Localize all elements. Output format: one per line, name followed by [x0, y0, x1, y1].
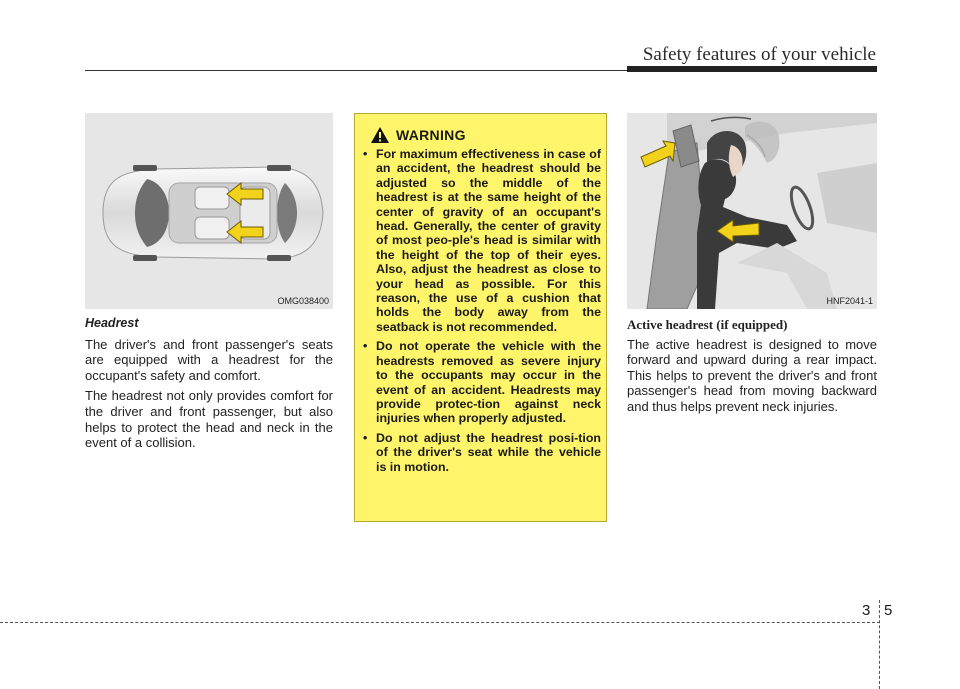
body-paragraph: The active headrest is designed to move forward and upward during a rear impact. This helps to prevent the driver's and front passenger's head from moving backward and thus helps prevent neck injuries. — [627, 336, 877, 414]
footer-dashed-divider — [879, 600, 880, 689]
headrest-arrow-icon — [225, 219, 265, 245]
car-top-view-figure — [85, 113, 333, 309]
headrest-section — [85, 316, 333, 456]
active-headrest-section — [627, 317, 877, 420]
bullet: • — [363, 339, 368, 354]
header-rule-accent — [627, 66, 877, 72]
upward-arrow-icon — [637, 139, 677, 173]
body-paragraph: The headrest not only provides comfort for the driver and front passenger, but also helps to protect the head and neck in the event of a collision. — [85, 388, 333, 451]
section-heading: Active headrest (if equipped) — [627, 317, 788, 332]
warning-header — [370, 126, 466, 144]
headrest-arrow-icon — [225, 181, 265, 207]
figure-caption: OMG038400 — [277, 296, 329, 306]
warning-title: WARNING — [396, 127, 466, 143]
warning-item: • For maximum effectiveness in case of an accident, the headrest should be adjusted so the middle of the headrest is at the same height of the center of gravity of an occupant's head. Generally, the center of gravity of most peo-ple's head is similar with the height of the top of their eyes. Also, adjust the headrest as close to your head as possible. For this reason, the use of a cushion that holds the body away from the seatback is not recommended. — [363, 147, 601, 334]
warning-item: • Do not operate the vehicle with the headrests removed as severe injury to the occupants may occur in the event of an accident. Headrests may provide protec-tion against neck injuries when properly adjusted. — [363, 339, 601, 426]
active-headrest-figure — [627, 113, 877, 309]
section-header-title: Safety features of your vehicle — [642, 44, 876, 65]
figure-caption: HNF2041-1 — [826, 296, 873, 306]
page-footer — [0, 600, 960, 689]
forward-arrow-icon — [715, 217, 761, 243]
footer-dashed-rule — [0, 622, 880, 623]
section-heading: Headrest — [85, 316, 139, 330]
body-paragraph: The driver's and front passenger's seats are equipped with a headrest for the occupant's safety and comfort. — [85, 336, 333, 383]
page-number: 5 — [884, 602, 893, 619]
warning-triangle-icon — [370, 126, 390, 144]
bullet: • — [363, 430, 368, 445]
bullet: • — [363, 147, 368, 161]
warning-box — [354, 113, 607, 522]
chapter-number: 3 — [862, 602, 871, 619]
warning-list — [363, 147, 601, 479]
warning-item: • Do not adjust the headrest posi-tion of the driver's seat while the vehicle is in motion. — [363, 430, 601, 474]
car-top-view-illustration — [85, 113, 333, 309]
